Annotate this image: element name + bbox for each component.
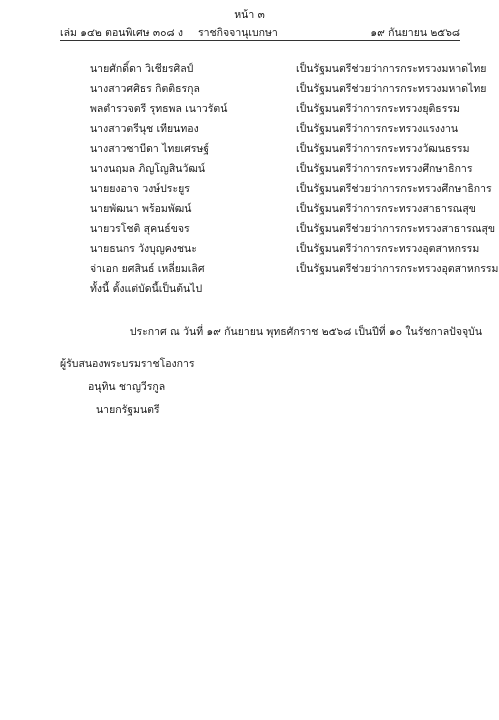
countersign-label: ผู้รับสนองพระบรมราชโองการ — [60, 358, 195, 370]
appointee-position: เป็นรัฐมนตรีช่วยว่าการกระทรวงมหาดไทย — [296, 83, 487, 95]
appointee-name: นางนฤมล ภิญโญสินวัฒน์ — [90, 163, 206, 175]
appointment-row — [90, 220, 496, 240]
appointee-position: เป็นรัฐมนตรีว่าการกระทรวงศึกษาธิการ — [296, 163, 473, 175]
header-section: ราชกิจจานุเบกษา — [198, 27, 278, 39]
appointee-position: เป็นรัฐมนตรีช่วยว่าการกระทรวงอุตสาหกรรม — [296, 263, 499, 275]
appointment-row — [90, 240, 490, 260]
page-number: หน้า ๓ — [234, 9, 265, 21]
appointee-position: เป็นรัฐมนตรีว่าการกระทรวงสาธารณสุข — [296, 203, 476, 215]
gazette-header — [60, 24, 460, 40]
appointment-row — [90, 60, 490, 80]
appointee-name: นายศักดิ์ดา วิเชียรศิลป์ — [90, 63, 194, 75]
appointee-position: เป็นรัฐมนตรีว่าการกระทรวงแรงงาน — [296, 123, 459, 135]
appointment-row — [90, 100, 490, 120]
appointment-row — [90, 260, 499, 280]
appointee-name: นางสาวตรีนุช เทียนทอง — [90, 123, 199, 135]
appointee-position: เป็นรัฐมนตรีช่วยว่าการกระทรวงมหาดไทย — [296, 63, 487, 75]
appointee-name: นายพัฒนา พร้อมพัฒน์ — [90, 203, 192, 215]
appointment-list — [90, 60, 499, 280]
appointment-row — [90, 80, 490, 100]
appointee-position: เป็นรัฐมนตรีว่าการกระทรวงอุตสาหกรรม — [296, 243, 480, 255]
signatory-name: อนุทิน ชาญวีรกูล — [88, 381, 166, 393]
appointee-name: จ่าเอก ยศสินธ์ เหลี่ยมเลิศ — [90, 263, 205, 275]
announcement-date: ประกาศ ณ วันที่ ๑๙ กันยายน พุทธศักราช ๒๕๖๘ เป็นปีที่ ๑๐ ในรัชกาลปัจจุบัน — [129, 326, 482, 338]
appointee-name: นายยงอาจ วงษ์ประยูร — [90, 183, 190, 195]
header-volume: เล่ม ๑๔๒ ตอนพิเศษ ๓๐๘ ง — [60, 27, 184, 39]
appointment-row — [90, 180, 490, 200]
appointee-position: เป็นรัฐมนตรีว่าการกระทรวงวัฒนธรรม — [296, 143, 470, 155]
appointee-name: นายวรโชติ สุคนธ์ขจร — [90, 223, 190, 235]
signature-block — [60, 355, 360, 424]
appointment-row — [90, 140, 490, 160]
header-rule — [60, 40, 460, 41]
header-date: ๑๙ กันยายน ๒๕๖๘ — [370, 27, 460, 39]
appointee-position: เป็นรัฐมนตรีช่วยว่าการกระทรวงศึกษาธิการ — [296, 183, 492, 195]
appointee-name: นายธนกร วังบุญคงชนะ — [90, 243, 197, 255]
appointment-row — [90, 120, 490, 140]
appointee-name: พลตำรวจตรี รุทธพล เนาวรัตน์ — [90, 103, 228, 115]
effective-clause: ทั้งนี้ ตั้งแต่บัดนี้เป็นต้นไป — [90, 283, 203, 295]
signatory-title: นายกรัฐมนตรี — [96, 404, 160, 416]
appointment-row — [90, 200, 490, 220]
appointee-name: นางสาวซาบีดา ไทยเศรษฐ์ — [90, 143, 210, 155]
appointee-position: เป็นรัฐมนตรีช่วยว่าการกระทรวงสาธารณสุข — [296, 223, 496, 235]
appointee-position: เป็นรัฐมนตรีว่าการกระทรวงยุติธรรม — [296, 103, 460, 115]
appointment-row — [90, 160, 490, 180]
appointee-name: นางสาวศศิธร กิตติธรกุล — [90, 83, 200, 95]
